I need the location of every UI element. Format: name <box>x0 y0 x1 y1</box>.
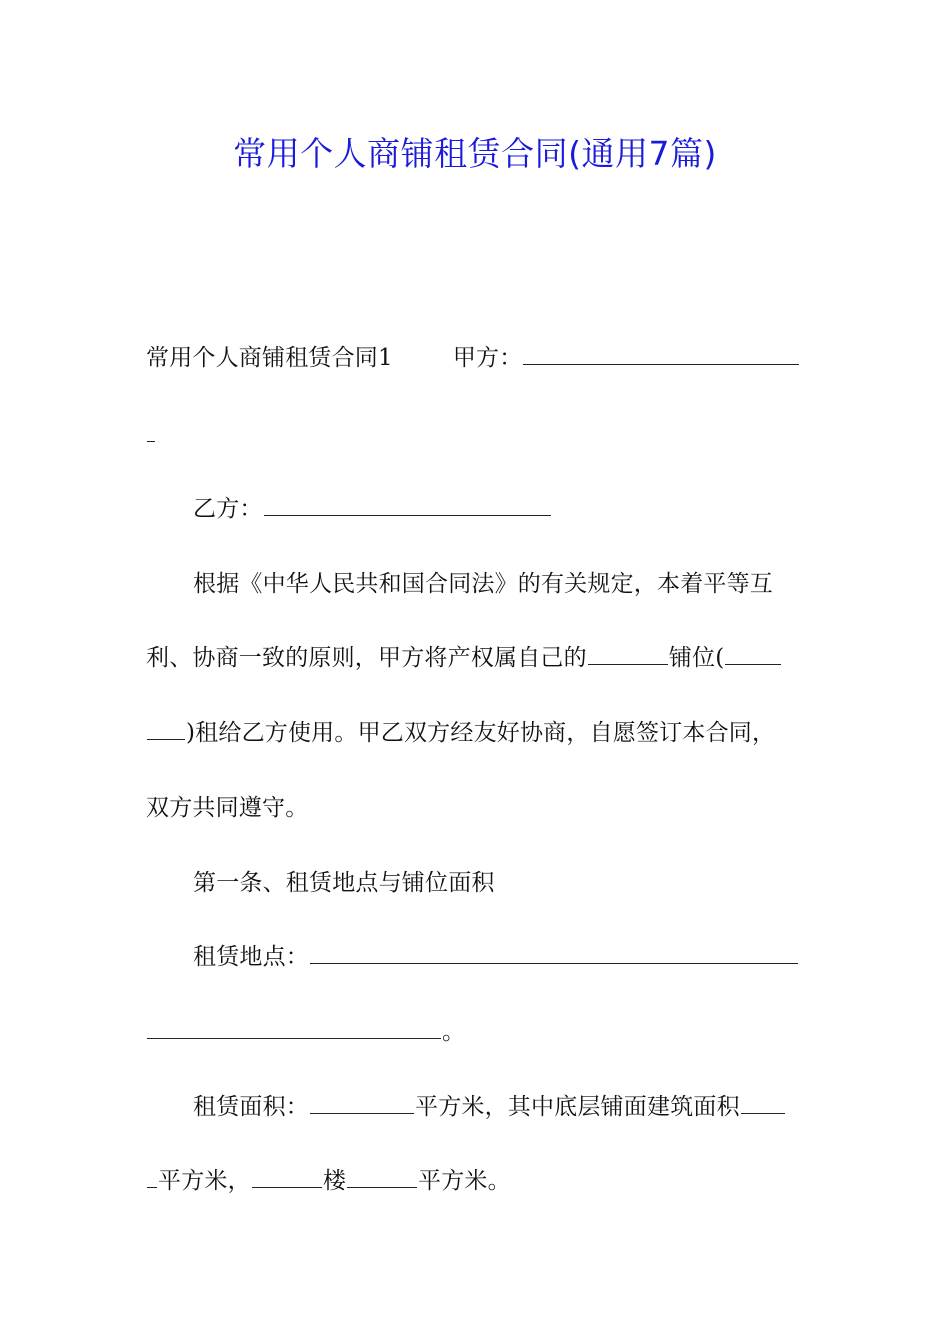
lease-area-line <box>193 1092 808 1122</box>
contract-heading: 常用个人商铺租赁合同1 <box>146 345 393 371</box>
floor-number-blank[interactable] <box>252 1167 322 1188</box>
intro-text-b: 铺位( <box>668 645 725 671</box>
party-b-blank[interactable] <box>264 495 551 516</box>
total-area-blank[interactable] <box>310 1093 414 1114</box>
lease-location-line <box>193 942 808 972</box>
party-a-label: 甲方： <box>452 345 523 371</box>
lease-area-text: 平方米，其中底层铺面建筑面积 <box>415 1094 740 1120</box>
party-b-label: 乙方： <box>193 496 263 522</box>
lease-area-label: 租赁面积： <box>193 1094 309 1120</box>
lease-area-continuation <box>146 1166 808 1196</box>
intro-text-c: )租给乙方使用。甲乙双方经友好协商，自愿签订本合同， <box>186 720 776 746</box>
paragraph-intro-line-3 <box>146 718 808 748</box>
paragraph-intro-line-2 <box>146 643 808 673</box>
lease-location-blank-tail[interactable] <box>147 1018 441 1039</box>
ground-floor-area-blank-tail[interactable] <box>147 1167 157 1188</box>
floor-label: 楼 <box>322 1168 347 1194</box>
lease-location-continuation <box>146 1017 808 1047</box>
lease-location-period: 。 <box>442 1019 466 1045</box>
ground-floor-area-blank[interactable] <box>741 1093 785 1114</box>
floor-area-blank[interactable] <box>347 1167 417 1188</box>
party-a-blank-tail[interactable] <box>147 421 155 442</box>
document-title: 常用个人商铺租赁合同(通用7篇) <box>233 134 717 173</box>
party-a-blank-continuation <box>146 420 808 450</box>
paragraph-intro-line-4: 双方共同遵守。 <box>146 795 309 821</box>
area-unit-end: 平方米。 <box>418 1168 511 1194</box>
paragraph-intro-line-1: 根据《中华人民共和国合同法》的有关规定，本着平等互 <box>193 571 773 597</box>
shop-number-blank[interactable] <box>725 644 781 665</box>
shop-number-blank-tail[interactable] <box>147 719 185 740</box>
party-b-line <box>193 494 808 524</box>
shop-type-blank[interactable] <box>588 644 668 665</box>
lease-location-label: 租赁地点： <box>193 944 309 970</box>
area-unit-text: 平方米， <box>158 1168 251 1194</box>
article-1-heading: 第一条、租赁地点与铺位面积 <box>193 870 495 896</box>
intro-text-a: 利、协商一致的原则，甲方将产权属自己的 <box>146 645 587 671</box>
lease-location-blank[interactable] <box>310 943 798 964</box>
party-a-blank[interactable] <box>523 344 799 365</box>
party-a-line <box>146 343 808 373</box>
